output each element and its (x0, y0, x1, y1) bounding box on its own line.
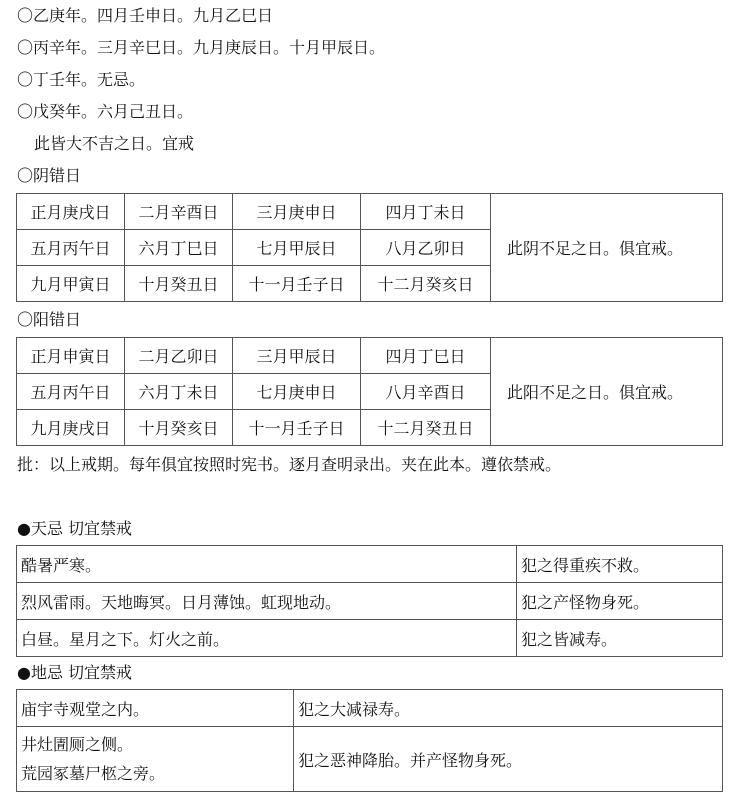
table-cell: 犯之恶神降胎。并产怪物身死。 (294, 727, 723, 792)
table-cell: 五月丙午日 (17, 230, 125, 266)
line-wugui: 〇戊癸年。六月己丑日。 (17, 102, 194, 121)
table-cell: 犯之产怪物身死。 (517, 583, 723, 620)
table-cell: 正月庚戌日 (17, 194, 125, 230)
yang-heading: 〇阳错日 (17, 310, 82, 329)
table-cell: 十二月癸丑日 (361, 410, 491, 446)
line-dingren: 〇丁壬年。无忌。 (17, 70, 146, 89)
table-row (17, 690, 723, 727)
tianji-heading: ●天忌 切宜禁戒 (17, 519, 133, 538)
table-cell: 四月丁未日 (361, 194, 491, 230)
table-cell: 正月申寅日 (17, 338, 125, 374)
table-row (17, 194, 723, 230)
table-cell: 二月乙卯日 (125, 338, 233, 374)
table-cell: 八月辛酉日 (361, 374, 491, 410)
table-cell: 白昼。星月之下。灯火之前。 (17, 620, 517, 657)
diji-heading: ●地忌 切宜禁戒 (17, 663, 133, 682)
yang-table (16, 337, 723, 446)
yin-table (16, 193, 723, 302)
table-cell: 四月丁巳日 (361, 338, 491, 374)
table-row (17, 546, 723, 583)
diji-left-line-2: 荒园冢墓尸柩之旁。 (21, 764, 166, 783)
table-cell: 七月庚申日 (233, 374, 361, 410)
table-cell: 犯之大减禄寿。 (294, 690, 723, 727)
table-cell: 酷暑严寒。 (17, 546, 517, 583)
table-cell: 九月庚戌日 (17, 410, 125, 446)
table-row (17, 583, 723, 620)
table-cell: 八月乙卯日 (361, 230, 491, 266)
line-warning: 此皆大不吉之日。宜戒 (34, 134, 195, 153)
table-cell: 十月癸亥日 (125, 410, 233, 446)
table-row (17, 620, 723, 657)
table-row (17, 338, 723, 374)
table-cell: 庙宇寺观堂之内。 (17, 690, 294, 727)
table-cell: 烈风雷雨。天地晦冥。日月薄蚀。虹现地动。 (17, 583, 517, 620)
table-cell: 六月丁巳日 (125, 230, 233, 266)
yin-heading: 〇阴错日 (17, 166, 82, 185)
table-cell: 三月庚申日 (233, 194, 361, 230)
table-cell: 九月甲寅日 (17, 266, 125, 302)
table-cell: 七月甲辰日 (233, 230, 361, 266)
table-cell: 十一月壬子日 (233, 410, 361, 446)
table-cell: 十二月癸亥日 (361, 266, 491, 302)
remark: 批：以上戒期。每年俱宜按照时宪书。逐月查明录出。夹在此本。遵依禁戒。 (17, 455, 562, 474)
diji-left-line-1: 井灶圊厕之侧。 (21, 735, 134, 754)
table-cell: 犯之得重疾不救。 (517, 546, 723, 583)
line-yigeng: 〇乙庚年。四月壬申日。九月乙巳日 (17, 6, 274, 25)
table-cell: 三月甲辰日 (233, 338, 361, 374)
table-cell (17, 727, 294, 792)
table-cell: 十月癸丑日 (125, 266, 233, 302)
table-cell: 犯之皆减寿。 (517, 620, 723, 657)
yang-note: 此阳不足之日。俱宜戒。 (491, 338, 723, 446)
table-row (17, 727, 723, 792)
table-cell: 二月辛酉日 (125, 194, 233, 230)
yin-note: 此阴不足之日。俱宜戒。 (491, 194, 723, 302)
line-bingxin: 〇丙辛年。三月辛巳日。九月庚辰日。十月甲辰日。 (17, 38, 386, 57)
diji-table (16, 689, 723, 792)
tianji-table (16, 545, 723, 657)
table-cell: 六月丁未日 (125, 374, 233, 410)
table-cell: 十一月壬子日 (233, 266, 361, 302)
table-cell: 五月丙午日 (17, 374, 125, 410)
